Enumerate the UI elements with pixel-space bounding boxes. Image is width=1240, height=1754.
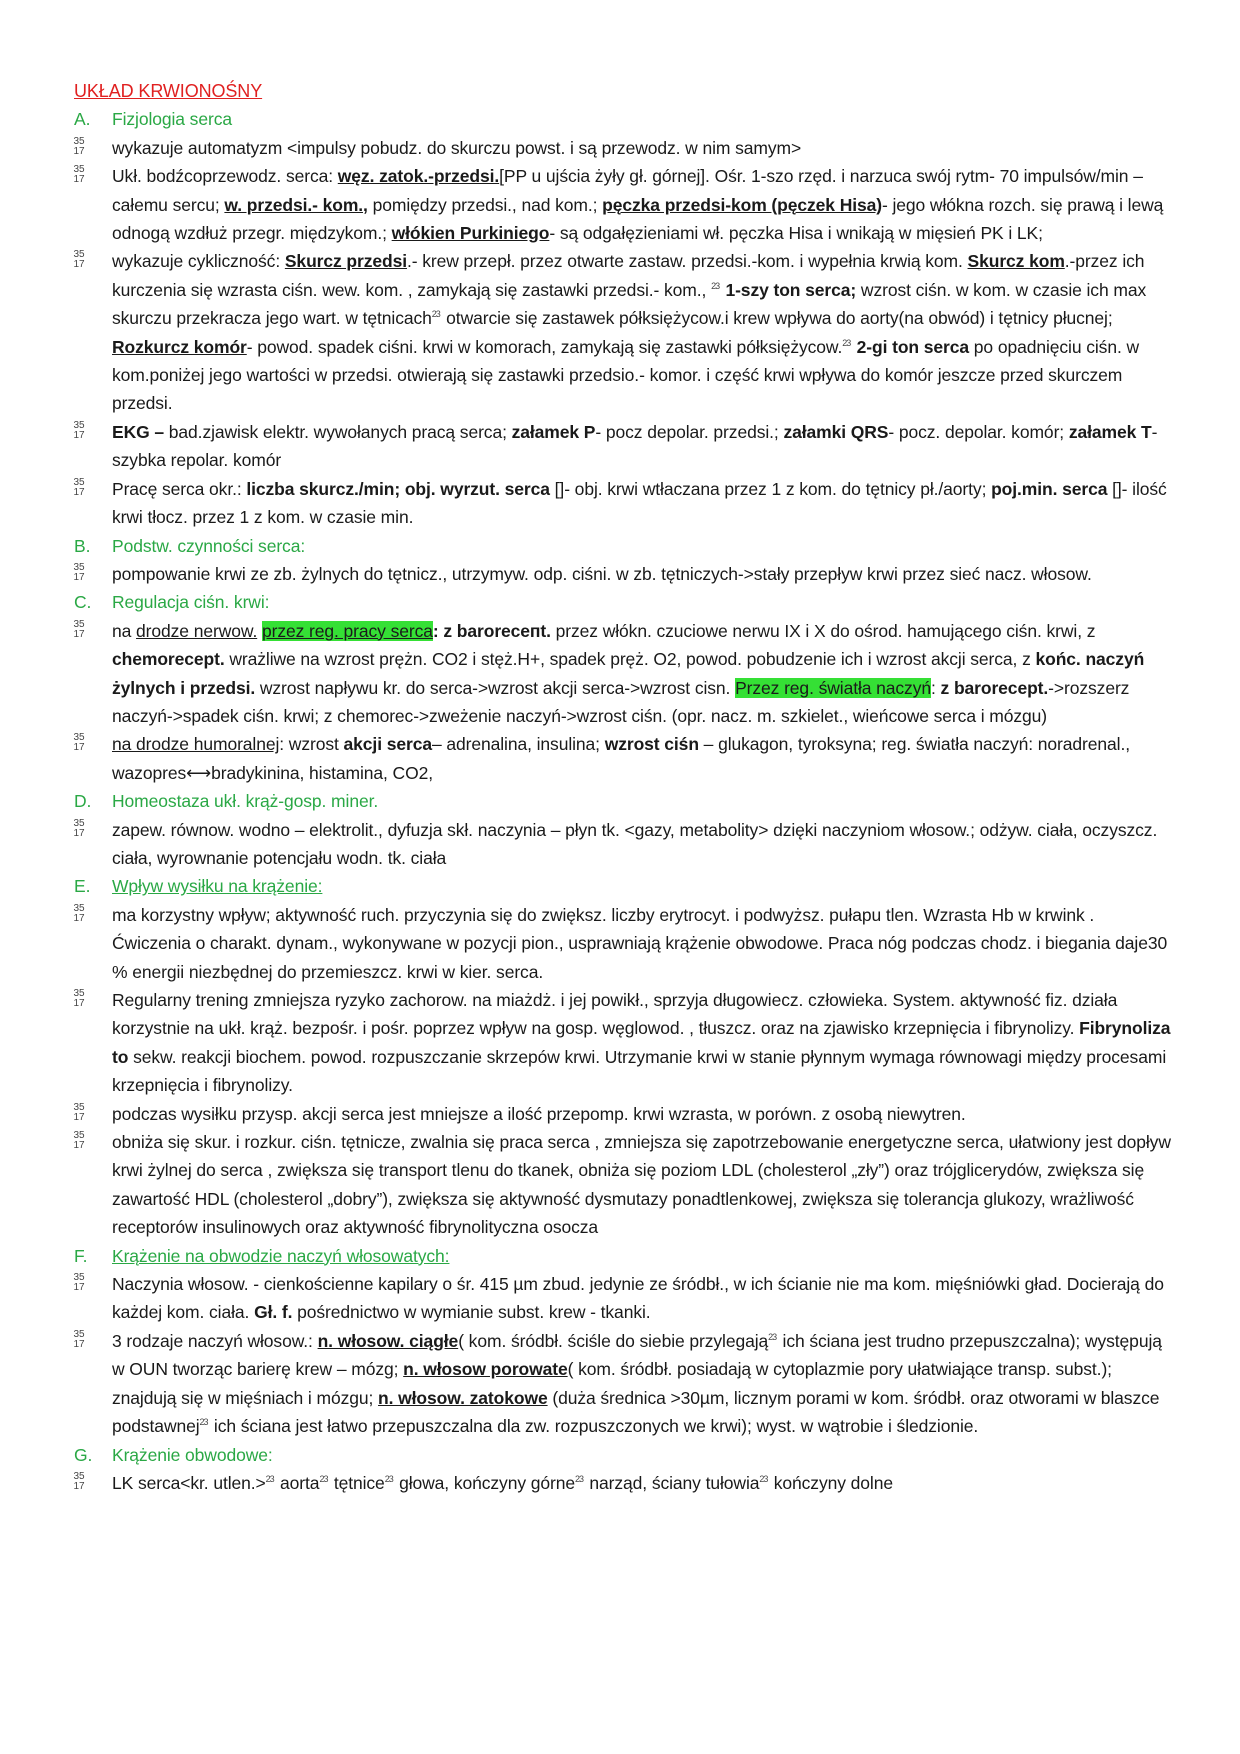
section-d-heading [74, 787, 1174, 815]
section-letter: F. [74, 1245, 88, 1266]
term: pęczka przedsi-kom (pęczek Hisa) [602, 194, 882, 215]
section-e-heading [74, 872, 1174, 900]
list-item [74, 418, 1174, 475]
term: końc. naczyń żylnych i przedsi. [112, 649, 1145, 698]
text-run: otwarcie się zastawek półksiężycow.i krew wpływa do aorty(na obwód) i tętnicy płucnej; [441, 308, 1113, 329]
item-text: obniża się skur. i rozkur. ciśn. tętnicze, zwalnia się praca serca , zmniejsza się zapotrzebowanie energetyczne serca, ułatwiony jest dopływ krwi żylnej do serca , zwiększa się transport tlenu do tkanek, obniża się poziom LDL (cholesterol „zły”) oraz trójglicerydów, zwiększa się zawartość HDL (cholesterol „dobry”), zwiększa się aktywność dysmutazy ponadtlenkowej, zwiększa się tolerancja glukozy, wrażliwość receptorów insulinowych oraz aktywność fibrynolityczna osocza [112, 1132, 1171, 1238]
term: załamek T [1068, 421, 1152, 442]
term: n. włosow. ciągłe [317, 1330, 459, 1351]
text-run: pomiędzy przedsi., nad kom.; [367, 194, 603, 215]
list-item [74, 134, 1174, 162]
arrow-icon: 23 [768, 1332, 778, 1343]
arrow-icon: 23 [265, 1474, 276, 1485]
bullet-icon: 35 17 [73, 476, 85, 498]
bullet-icon: 35 17 [73, 419, 85, 441]
text-run: ->rozszerz naczyń->spadek ciśn. krwi; z chemorec->zweżenie naczyń->wzrost ciśn. (opr. nacz. m. szkielet., wieńcowe serca i mózgu) [112, 677, 1130, 726]
double-arrow-icon: ⟷ [186, 762, 212, 783]
section-letter: B. [74, 535, 91, 556]
term: EKG – [112, 421, 169, 442]
term: Skurcz kom [967, 251, 1065, 272]
term: 2-gi ton serca [851, 336, 970, 357]
term: Rozkurcz komór [112, 336, 247, 357]
term: wzrost ciśn [604, 734, 699, 755]
text-run: ( kom. śródbł. posiadają w cytoplazmie pory ułatwiające transp. subst.); znajdują się w mięśniach i mózgu; [112, 1359, 1112, 1408]
list-item [74, 617, 1174, 731]
arrow-icon: 23 [575, 1474, 585, 1485]
text-run: po opadnięciu ciśn. w kom.poniżej jego wartości w przedsi. otwierają się zastawki przedsio.- komor. i część krwi wpływa do komór jeszcze przed skurczem przedsi. [112, 336, 1140, 414]
text-run: Naczynia włosow. - cienkościenne kapilary o śr. 415 µm zbud. jedynie ze śródbł., w ich ścianie nie ma kom. mięśniówki gład. Docierają do każdej kom. ciała. [112, 1274, 1164, 1323]
text-run: kończyny dolne [768, 1472, 893, 1493]
section-letter: A. [74, 109, 91, 130]
text-run: - powod. spadek ciśni. krwi w komorach, zamykają się zastawki półksiężycow. [246, 336, 843, 357]
term: chemorecept. [112, 649, 225, 670]
list-item [74, 730, 1174, 787]
section-letter: D. [74, 791, 92, 812]
section-title: Fizjologia serca [112, 109, 232, 130]
text-run: aorta [275, 1472, 320, 1493]
section-title: Homeostaza ukł. krąż-gosp. miner. [112, 791, 379, 812]
text-run: wykazuje cykliczność: [112, 251, 285, 272]
text-run: Regularny trening zmniejsza ryzyko zachorow. na miażdż. i jej powikł., sprzyja długowiecz. człowieka. System. aktywność fiz. działa korzystnie na ukł. krąż. bezpośr. i pośr. poprzez wpływ na gosp. węglowod. , tłuszcz. oraz na zjawisko krzepnięcia i fibrynolizy. [112, 990, 1118, 1039]
text-run: - pocz. depolar. komór; [888, 421, 1069, 442]
section-title: Podstw. czynności serca: [112, 535, 306, 556]
bullet-icon: 35 17 [73, 732, 85, 754]
bullet-icon: 35 17 [73, 561, 85, 583]
arrow-icon: 23 [199, 1417, 210, 1428]
text-run: ich ściana jest trudno przepuszczalna); występują w OUN tworząc barierę krew – mózg; [112, 1330, 1162, 1380]
list-item [74, 1270, 1174, 1327]
term: włókien Purkiniego [391, 223, 550, 244]
text-run: bradykinina, histamina, CO2, [211, 762, 433, 783]
list-item [74, 475, 1174, 532]
text-run: - szybka repolar. komór [112, 421, 1158, 471]
text-run: – glukagon, tyroksyna; reg. światła naczyń: noradrenal., wazopres [112, 734, 1130, 783]
section-title: Krążenie na obwodzie naczyń włosowatych: [112, 1245, 450, 1266]
text-run: tętnice [329, 1472, 385, 1493]
list-item [74, 1469, 1174, 1497]
bullet-icon: 35 17 [73, 135, 85, 157]
text-run: na [112, 620, 137, 641]
term: w. przedsi.- kom., [224, 194, 368, 215]
arrow-icon: 23 [431, 309, 442, 320]
item-text: ma korzystny wpływ; aktywność ruch. przyczynia się do zwiększ. liczby erytrocyt. i podwyższ. pułapu tlen. Wzrasta Hb w krwink . Ćwiczenia o charakt. dynam., wykonywane w pozycji pion., usprawniają krążenie obwodowe. Praca nóg podczas chodz. i biegania daje30 % energii niezbędnej do przemieszcz. krwi w kier. serca. [112, 904, 1168, 982]
arrow-icon: 23 [384, 1474, 395, 1485]
text-run: [PP u ujścia żyły gł. górnej]. Ośr. 1-szo rzęd. i narzuca swój rytm- 70 impulsów/min – całemu sercu; [112, 166, 1143, 215]
arrow-icon: 23 [319, 1474, 330, 1485]
section-title: Regulacja ciśn. krwi: [112, 592, 270, 613]
list-item [74, 247, 1174, 417]
section-letter: G. [74, 1444, 93, 1465]
section-title: Krążenie obwodowe: [112, 1444, 273, 1465]
highlighted-term: Przez reg. światła naczyń [735, 677, 931, 698]
term: załamek P [511, 421, 596, 442]
bullet-icon: 35 17 [73, 249, 85, 271]
text-run: .- krew przepł. przez otwarte zastaw. przedsi.-kom. i wypełnia krwią kom. [406, 251, 968, 272]
text-run: wzrost ciśn. w kom. w czasie ich max skurczu przekracza jego wart. w tętnicach [112, 279, 1147, 329]
term: z barorecept. [940, 677, 1049, 698]
text-run: głowa, kończyny górne [394, 1472, 575, 1493]
bullet-icon: 35 17 [73, 164, 85, 186]
text-run: przez włókn. czuciowe nerwu IX i X do ośrod. hamującego ciśn. krwi, z [550, 620, 1096, 641]
text-run: wzrost napływu kr. do serca->wzrost akcji serca->wzrost cisn. [255, 677, 736, 698]
document-body [74, 77, 1174, 1497]
term: : z baroreceпt. [432, 620, 551, 641]
text-run: LK serca<kr. utlen.> [112, 1472, 266, 1493]
bullet-icon: 35 17 [73, 988, 85, 1009]
term: węz. zatok.-przedsi. [337, 166, 500, 187]
bullet-icon: 35 17 [73, 1328, 85, 1350]
term: Fibrynoliza to [112, 1018, 1171, 1067]
section-letter: E. [74, 876, 91, 897]
term: akcji serca [343, 734, 432, 755]
section-a-heading [74, 105, 1174, 133]
highlighted-term: przez reg. pracy serca [261, 620, 433, 641]
text-run: – adrenalina, insulina; [431, 734, 605, 755]
bullet-icon: 35 17 [73, 902, 85, 924]
list-item [74, 162, 1174, 247]
text-run: .-przez ich kurczenia się wzrasta ciśn. wew. kom. , zamykają się zastawki przedsi.- kom., [112, 251, 1145, 300]
list-item [74, 1100, 1174, 1128]
section-g-heading [74, 1441, 1174, 1469]
section-letter: C. [74, 592, 92, 613]
list-item [74, 1128, 1174, 1242]
term: Gł. f. [254, 1302, 293, 1323]
bullet-icon: 35 17 [73, 1130, 85, 1152]
text-run: pośrednictwo w wymianie subst. krew - tkanki. [292, 1302, 651, 1323]
arrow-icon: 23 [842, 337, 852, 348]
text-run: wrażliwe na wzrost prężn. CO2 i stęż.H+, spadek pręż. O2, powod. pobudzenie ich i wzrost akcji serca, z [224, 649, 1036, 670]
text-run: : [931, 677, 941, 698]
arrow-icon: 23 [711, 281, 721, 292]
text-run: : wzrost [279, 734, 344, 755]
term: poj.min. serca [991, 478, 1108, 499]
document-title: UKŁAD KRWIONOŚNY [74, 81, 263, 101]
text-run: ich ściana jest łatwo przepuszczalna dla zw. rozpuszczonych we krwi); wyst. w wątrobie i śledzionie. [209, 1416, 979, 1437]
text-run: Pracę serca okr.: [112, 478, 247, 499]
text-run: []- ilość krwi tłocz. przez 1 z kom. w czasie min. [112, 478, 1167, 528]
text-run: 3 rodzaje naczyń włosow.: [112, 1330, 318, 1351]
bullet-icon: 35 17 [73, 618, 85, 640]
text-run: bad.zjawisk elektr. wywołanych pracą serca; [168, 421, 512, 442]
text-run: - pocz depolar. przedsi.; [595, 421, 784, 442]
bullet-icon: 35 17 [73, 1101, 85, 1123]
bullet-icon: 35 17 [73, 817, 85, 839]
term: Skurcz przedsi [284, 251, 407, 272]
list-item [74, 986, 1174, 1100]
list-item [74, 1327, 1174, 1441]
term: na drodze humoralnej [112, 734, 280, 755]
item-text: pompowanie krwi ze zb. żylnych do tętnicz., utrzymyw. odp. ciśni. w zb. tętniczych->stały przepływ krwi przez sieć nacz. włosow. [112, 563, 1092, 584]
section-f-heading [74, 1242, 1174, 1270]
arrow-icon: 23 [759, 1474, 769, 1485]
term: drodze nerwow. [136, 620, 258, 641]
term: liczba skurcz./min; obj. wyrzut. serca [246, 478, 550, 499]
list-item [74, 560, 1174, 588]
item-text: zapew. równow. wodno – elektrolit., dyfuzja skł. naczynia – płyn tk. <gazy, metabolity> dzięki naczyniom włosow.; odżyw. ciała, oczyszcz. ciała, wyrownanie potencjału wodn. tk. ciała [112, 819, 1158, 868]
term: załamki QRS [783, 421, 889, 442]
section-c-heading [74, 588, 1174, 616]
text-run: []- obj. krwi wtłaczana przez 1 z kom. do tętnicy pł./aorty; [549, 478, 992, 499]
text-run: ( kom. śródbł. ściśle do siebie przylegają [458, 1330, 769, 1351]
item-text: wykazuje automatyzm <impulsy pobudz. do skurczu powst. i są przewodz. w nim samym> [112, 137, 802, 158]
text-run: narząd, ściany tułowia [584, 1472, 760, 1493]
bullet-icon: 35 17 [73, 1272, 85, 1294]
term: n. włosow. zatokowe [378, 1387, 548, 1408]
bullet-icon: 35 17 [73, 1470, 85, 1492]
text-run: - jego włókna rozch. się prawą i lewą odnogą wzdłuż przegr. międzykom.; [112, 194, 1164, 244]
text-run: Ukł. bodźcoprzewodz. serca: [112, 166, 338, 187]
item-text: podczas wysiłku przysp. akcji serca jest mniejsze a ilość przepomp. krwi wzrasta, w porówn. z osobą niewytren. [112, 1103, 966, 1124]
text-run: - są odgałęzieniami wł. pęczka Hisa i wnikają w mięsień PK i LK; [549, 223, 1043, 244]
text-run: (duża średnica >30µm, licznym porami w kom. śródbł. oraz otworami w blaszce podstawnej [112, 1387, 1160, 1437]
list-item [74, 901, 1174, 986]
term: n. włosow porowate [403, 1359, 568, 1380]
section-b-heading [74, 532, 1174, 560]
text-run: sekw. reakcji biochem. powod. rozpuszczanie skrzepów krwi. Utrzymanie krwi w stanie płynnym wymaga równowagi między procesami krzepnięcia i fibrynolizy. [112, 1046, 1167, 1096]
list-item [74, 816, 1174, 873]
term: 1-szy ton serca; [720, 279, 857, 300]
section-title: Wpływ wysiłku na krążenie: [112, 876, 323, 897]
